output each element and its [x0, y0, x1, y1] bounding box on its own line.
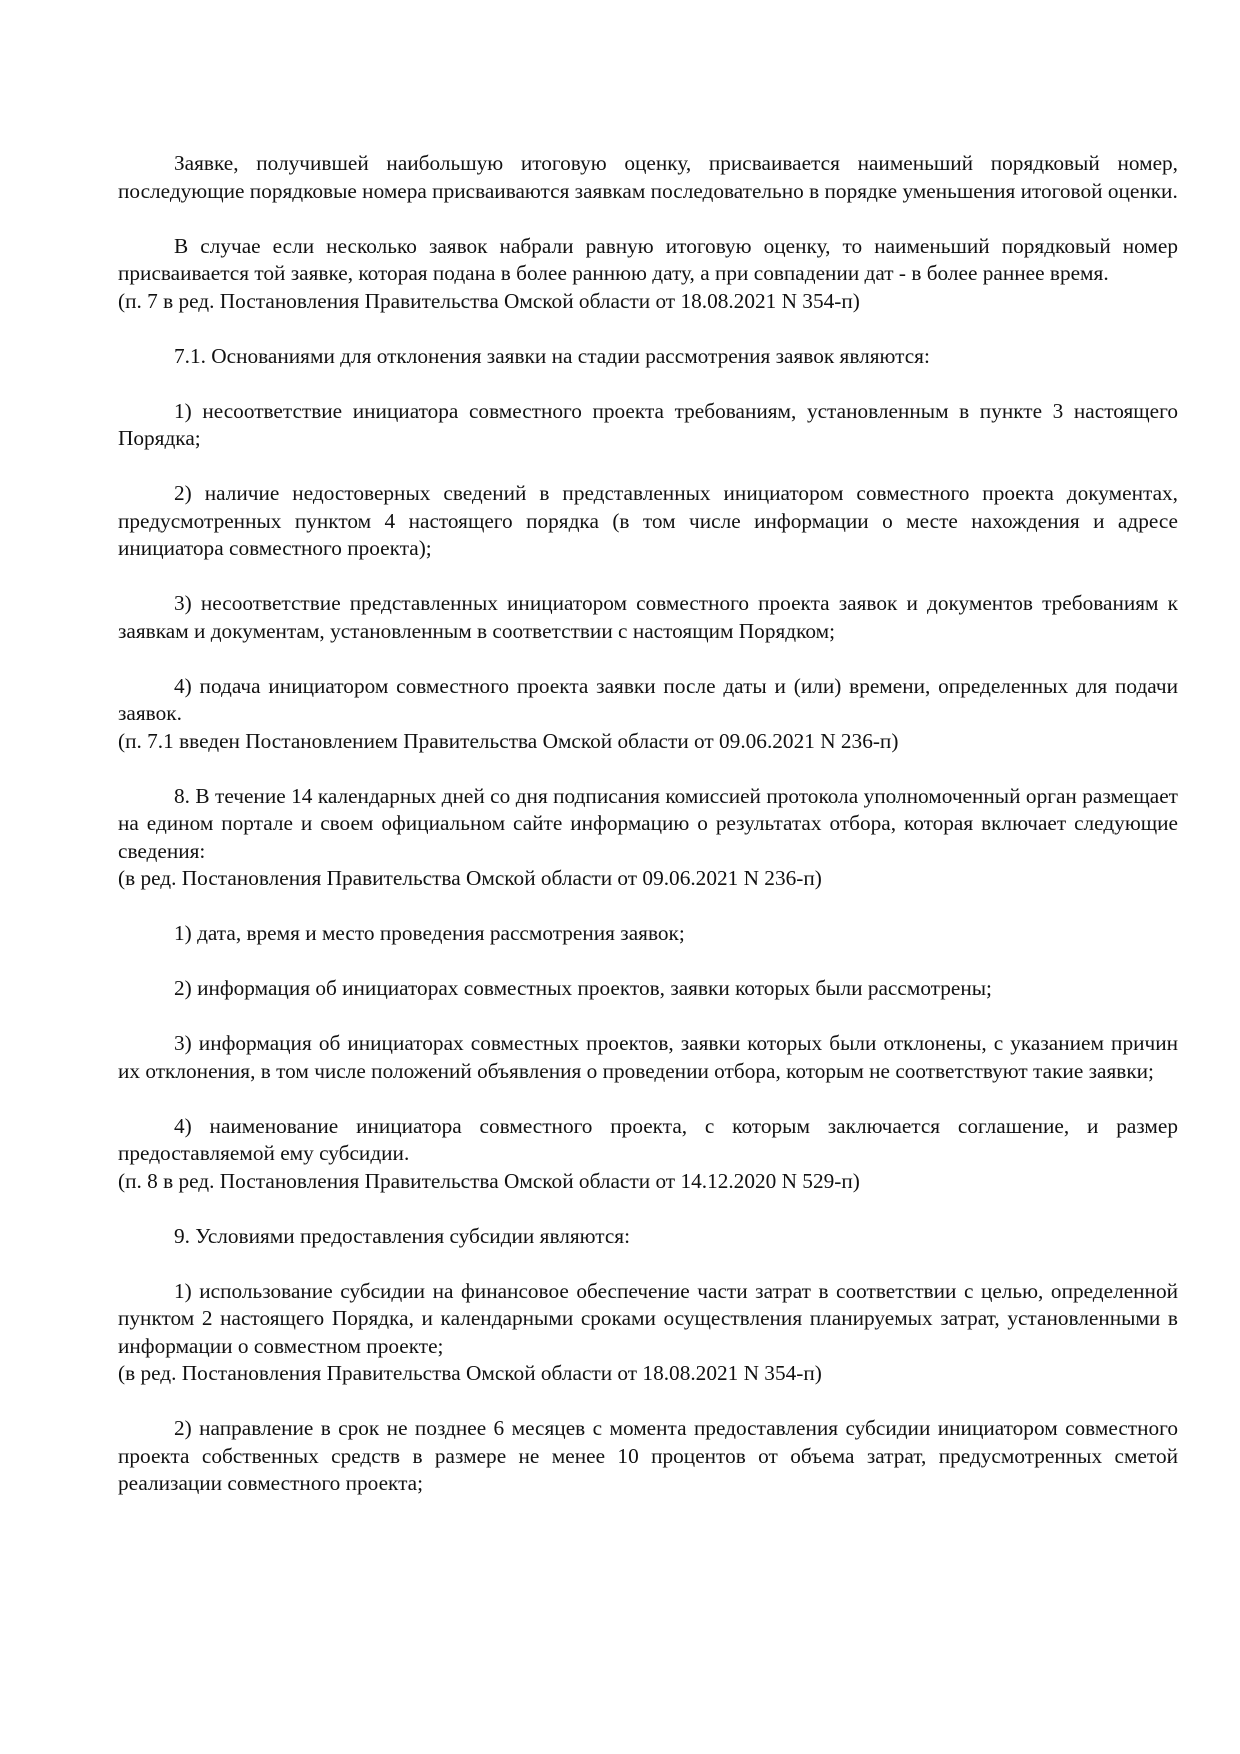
section-9-heading: 9. Условиями предоставления субсидии являются: — [174, 1223, 631, 1248]
list-item: 1) использование субсидии на финансовое обеспечение части затрат в соответствии с целью, определенной пунктом 2 настоящего Порядка, и календарными сроками осуществления планируемых затрат, установленными в информации о совместном проекте; — [118, 1278, 1178, 1358]
list-item: 3) несоответствие представленных инициатором совместного проекта заявок и документов требованиям к заявкам и документам, установленным в соответствии с настоящим Порядком; — [118, 591, 1178, 643]
paragraph-gap — [118, 1250, 1178, 1278]
paragraph-gap — [118, 1085, 1178, 1113]
paragraph-gap — [118, 645, 1178, 673]
list-item: 1) несоответствие инициатора совместного проекта требованиям, установленным в пункте 3 настоящего Порядка; — [118, 398, 1178, 450]
paragraph-gap — [118, 1003, 1178, 1031]
paragraph-gap — [118, 315, 1178, 343]
section-7-1-heading: 7.1. Основаниями для отклонения заявки на стадии рассмотрения заявок являются: — [174, 343, 930, 368]
amendment-note: (в ред. Постановления Правительства Омской области от 18.08.2021 N 354-п) — [118, 1361, 822, 1385]
paragraph-gap — [118, 453, 1178, 481]
amendment-note: (п. 7 в ред. Постановления Правительства Омской области от 18.08.2021 N 354-п) — [118, 288, 860, 313]
list-item: 1) дата, время и место проведения рассмотрения заявок; — [174, 921, 685, 945]
paragraph-equal-score: В случае если несколько заявок набрали равную итоговую оценку, то наименьший порядковый номер присваивается той заявке, которая подана в более раннюю дату, а при совпадении дат - в более раннее время. — [118, 233, 1178, 285]
paragraph-gap — [118, 1195, 1178, 1223]
amendment-note: (в ред. Постановления Правительства Омской области от 09.06.2021 N 236-п) — [118, 866, 822, 890]
amendment-note: (п. 8 в ред. Постановления Правительства Омской области от 14.12.2020 N 529-п) — [118, 1168, 860, 1193]
paragraph-gap — [118, 370, 1178, 398]
list-item: 2) наличие недостоверных сведений в представленных инициатором совместного проекта документах, предусмотренных пунктом 4 настоящего порядка (в том числе информации о месте нахождения и адресе инициатора совместного проекта); — [118, 481, 1178, 560]
list-item: 2) информация об инициаторах совместных проектов, заявки которых были рассмотрены; — [174, 976, 992, 1000]
amendment-note: (п. 7.1 введен Постановлением Правительства Омской области от 09.06.2021 N 236-п) — [118, 728, 899, 753]
paragraph-gap — [118, 755, 1178, 783]
paragraph-gap — [118, 205, 1178, 233]
list-item: 4) подача инициатором совместного проекта заявки после даты и (или) времени, определенных для подачи заявок. — [118, 673, 1178, 725]
list-item: 4) наименование инициатора совместного проекта, с которым заключается соглашение, и размер предоставляемой ему субсидии. — [118, 1113, 1178, 1165]
list-item: 2) направление в срок не позднее 6 месяцев с момента предоставления субсидии инициатором совместного проекта собственных средств в размере не менее 10 процентов от объема затрат, предусмотренных сметой реализации совместного проекта; — [118, 1416, 1178, 1495]
list-item: 3) информация об инициаторах совместных проектов, заявки которых были отклонены, с указанием причин их отклонения, в том числе положений объявления о проведении отбора, которым не соответствуют такие заявки; — [118, 1031, 1178, 1083]
paragraph-gap — [118, 563, 1178, 591]
paragraph-gap — [118, 948, 1178, 976]
document-page — [118, 150, 1178, 1498]
paragraph-ranking-order: Заявке, получившей наибольшую итоговую оценку, присваивается наименьший порядковый номер, последующие порядковые номера присваиваются заявкам последовательно в порядке уменьшения итоговой оценки. — [118, 151, 1178, 203]
paragraph-gap — [118, 893, 1178, 921]
paragraph-gap — [118, 1388, 1178, 1416]
section-8-heading: 8. В течение 14 календарных дней со дня подписания комиссией протокола уполномоченный орган размещает на едином портале и своем официальном сайте информацию о результатах отбора, которая включает следующие сведения: — [118, 783, 1178, 863]
